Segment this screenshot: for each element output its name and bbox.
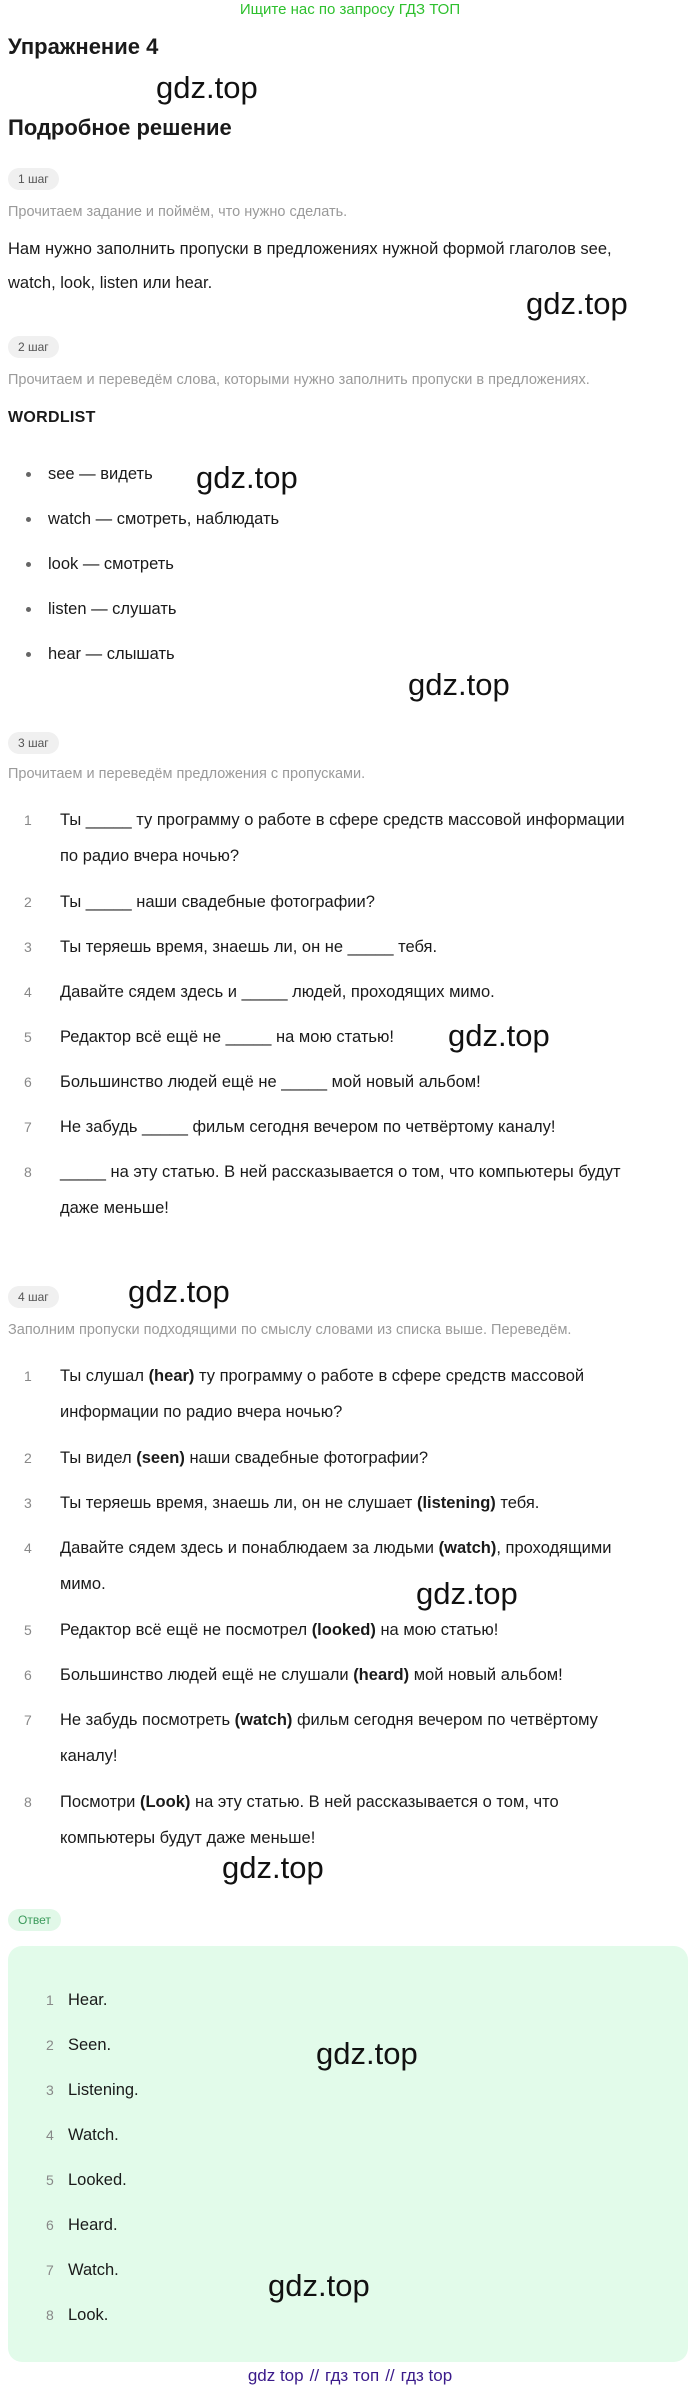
step-2-badge: 2 шаг — [8, 336, 59, 358]
word-item: hear — слышать — [48, 642, 175, 666]
footer-separator: // — [385, 2366, 395, 2385]
watermark: gdz.top — [316, 2036, 418, 2071]
step-1-hint: Прочитаем задание и поймём, что нужно сделать. — [8, 204, 348, 220]
top-banner[interactable]: Ищите нас по запросу ГДЗ ТОП — [239, 1, 461, 18]
answer-list: 1 Hear. 2 Seen. 3 Listening. 4 Watch. 5 Looked. 6 Heard. 7 Watch. 8 Look. — [46, 1991, 139, 2324]
watermark: gdz.top — [128, 1274, 230, 1309]
footer-separator: // — [309, 2366, 320, 2385]
step-4-badge: 4 шаг — [8, 1286, 59, 1308]
watermark: gdz.top — [268, 2268, 370, 2303]
step-2-hint: Прочитаем и переведём слова, которыми нужно заполнить пропуски в предложениях. — [8, 372, 590, 388]
answer-badge: Ответ — [8, 1909, 61, 1931]
exercise-title: Упражнение 4 — [8, 34, 159, 59]
word-item: watch — смотреть, наблюдать — [48, 507, 279, 531]
filled-sentences-list: 1 Ты слушал (hear) ту программу о работе в сфере средств массовой информации по радио вчера ночью? 2 Ты видел (seen) наши свадебные фотографии? 3 Ты теряешь время, знаешь ли, он не слушает (listening) тебя. 4 Давайте сядем здесь и понаблюдаем за людьми (watch), проходящими мимо. 5 Редактор всё ещё не посмотрел (looked) на мою статью! 6 Большинство людей ещё не слушали (heard) мой новый альбом! 7 Не забудь посмотреть (watch) фильм сегодня вечером по четвёртому каналу! 8 Посмотри (Look) на эту статью. В ней рассказывается о том, что компьютеры будут даже меньше! — [24, 1367, 612, 1847]
watermark: gdz.top — [416, 1576, 518, 1611]
watermark: gdz.top — [408, 667, 510, 702]
bullet-icon — [26, 472, 31, 477]
footer-links — [0, 2366, 700, 2386]
footer-link[interactable]: гдз топ — [325, 2366, 380, 2385]
step-1-badge: 1 шаг — [8, 168, 59, 190]
bullet-icon — [26, 652, 31, 657]
word-item: see — видеть — [48, 462, 153, 486]
bullet-icon — [26, 607, 31, 612]
bullet-icon — [26, 517, 31, 522]
watermark: gdz.top — [222, 1850, 324, 1885]
footer-link[interactable]: гдз top — [400, 2366, 453, 2385]
solution-heading: Подробное решение — [8, 115, 232, 140]
bullet-icon — [26, 562, 31, 567]
watermark: gdz.top — [156, 70, 258, 105]
word-item: listen — слушать — [48, 597, 177, 621]
footer-link[interactable]: gdz top — [247, 2366, 304, 2385]
step-3-badge: 3 шаг — [8, 732, 59, 754]
wordlist-title: WORDLIST — [8, 409, 96, 426]
gap-sentences-list: 1 Ты _____ ту программу о работе в сфере средств массовой информации по радио вчера ночью? 2 Ты _____ наши свадебные фотографии? 3 Ты теряешь время, знаешь ли, он не _____ тебя. 4 Давайте сядем здесь и _____ людей, проходящих мимо. 5 Редактор всё ещё не _____ на мою статью! 6 Большинство людей ещё не _____ мой новый альбом! 7 Не забудь _____ фильм сегодня вечером по четвёртому каналу! 8 _____ на эту статью. В ней рассказывается о том, что компьютеры будут даже меньше! — [24, 811, 625, 1217]
step-1-text: Нам нужно заполнить пропуски в предложениях нужной формой глаголов see, watch, look, listen или hear. — [8, 240, 612, 292]
watermark: gdz.top — [196, 460, 298, 495]
step-3-hint: Прочитаем и переведём предложения с пропусками. — [8, 766, 366, 782]
watermark: gdz.top — [448, 1018, 550, 1053]
step-4-hint: Заполним пропуски подходящими по смыслу словами из списка выше. Переведём. — [8, 1322, 572, 1338]
watermark: gdz.top — [526, 286, 628, 321]
word-item: look — смотреть — [48, 552, 174, 576]
